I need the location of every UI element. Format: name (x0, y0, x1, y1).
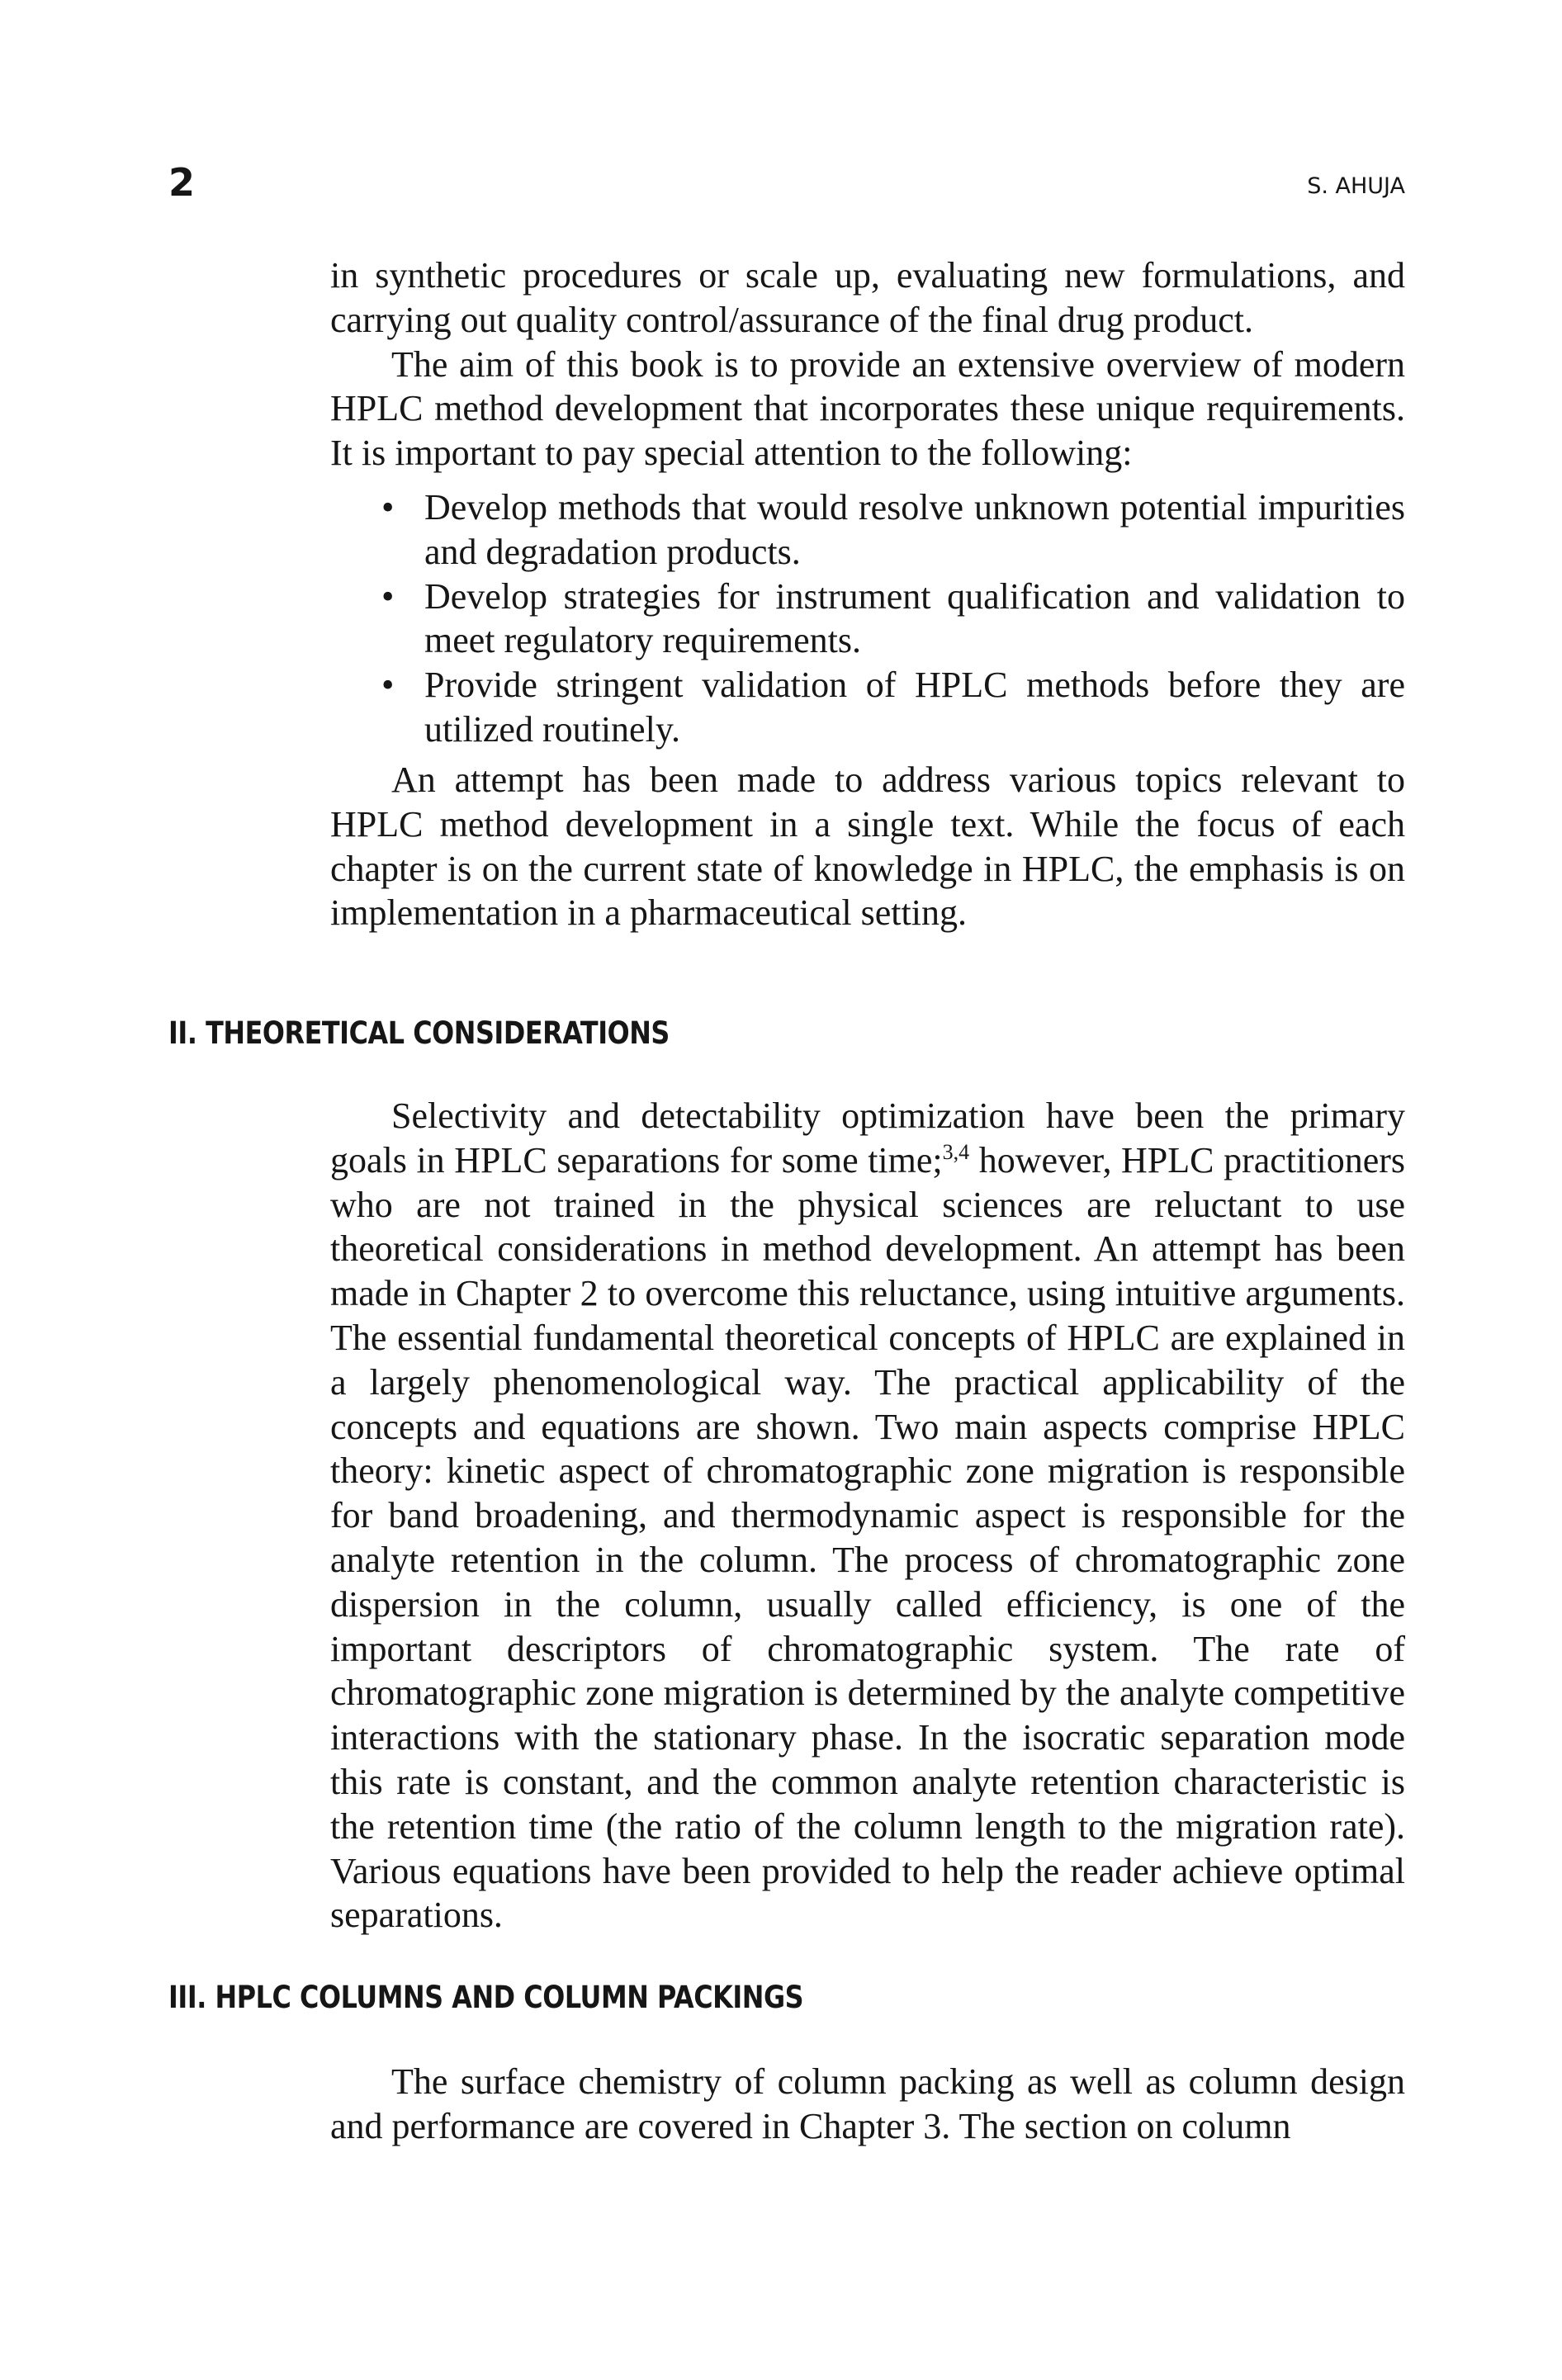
running-head: S. AHUJA (1307, 173, 1405, 199)
bullet-icon: • (381, 575, 395, 617)
page-number: 2 (168, 160, 196, 205)
intro-block (330, 253, 1405, 476)
theory-paragraph (330, 1094, 1405, 1938)
bullet-icon: • (381, 665, 395, 706)
list-item (381, 575, 1405, 664)
theory-block (330, 1094, 1405, 1938)
list-item (381, 663, 1405, 752)
theory-text-start: Selectivity and detectability optimization have been the primary goals in HPLC separations for some time; (330, 1095, 1405, 1181)
requirements-list (381, 485, 1405, 752)
bullet-icon: • (381, 487, 395, 528)
list-item-text: Provide stringent validation of HPLC methods before they are utilized routinely. (424, 665, 1405, 750)
citation-superscript: 3,4 (942, 1139, 970, 1164)
list-item-text: Develop strategies for instrument qualification and validation to meet regulatory requirements. (424, 575, 1405, 661)
columns-block (330, 2060, 1405, 2149)
list-item-text: Develop methods that would resolve unknown potential impurities and degradation products. (424, 487, 1405, 572)
intro-closing-block (330, 758, 1405, 935)
intro-paragraph-3: An attempt has been made to address various topics relevant to HPLC method development in a single text. While the focus of each chapter is on the current state of knowledge in HPLC, the emphasis is on implementation in a pharmaceutical setting. (330, 759, 1405, 934)
list-item (381, 485, 1405, 575)
columns-paragraph: The surface chemistry of column packing as well as column design and performance are covered in Chapter 3. The section on column (330, 2061, 1405, 2146)
intro-paragraph-2: The aim of this book is to provide an extensive overview of modern HPLC method development that incorporates these unique requirements. It is important to pay special attention to the following: (330, 343, 1405, 474)
section-heading-theoretical: II. THEORETICAL CONSIDERATIONS (168, 1015, 670, 1051)
section-heading-columns: III. HPLC COLUMNS AND COLUMN PACKINGS (168, 1980, 804, 2015)
intro-paragraph-1: in synthetic procedures or scale up, evaluating new formulations, and carrying out quality control/assurance of the final drug product. (330, 255, 1405, 340)
theory-text-rest: however, HPLC practitioners who are not trained in the physical sciences are reluctant to use theoretical considerations in method development. An attempt has been made in Chapter 2 to overcome this reluctance, using intuitive arguments. The essential fundamental theoretical concepts of HPLC are explained in a largely phenomenological way. The practical applicability of the concepts and equations are shown. Two main aspects comprise HPLC theory: kinetic aspect of chromatographic zone migration is responsible for band broadening, and thermodynamic aspect is responsible for the analyte retention in the column. The process of chromatographic zone dispersion in the column, usually called efficiency, is one of the important descriptors of chromatographic system. The rate of chromatographic zone migration is determined by the analyte competitive interactions with the stationary phase. In the isocratic separation mode this rate is constant, and the common analyte retention characteristic is the retention time (the ratio of the column length to the migration rate). Various equations have been provided to help the reader achieve optimal separations. (330, 1139, 1406, 1936)
